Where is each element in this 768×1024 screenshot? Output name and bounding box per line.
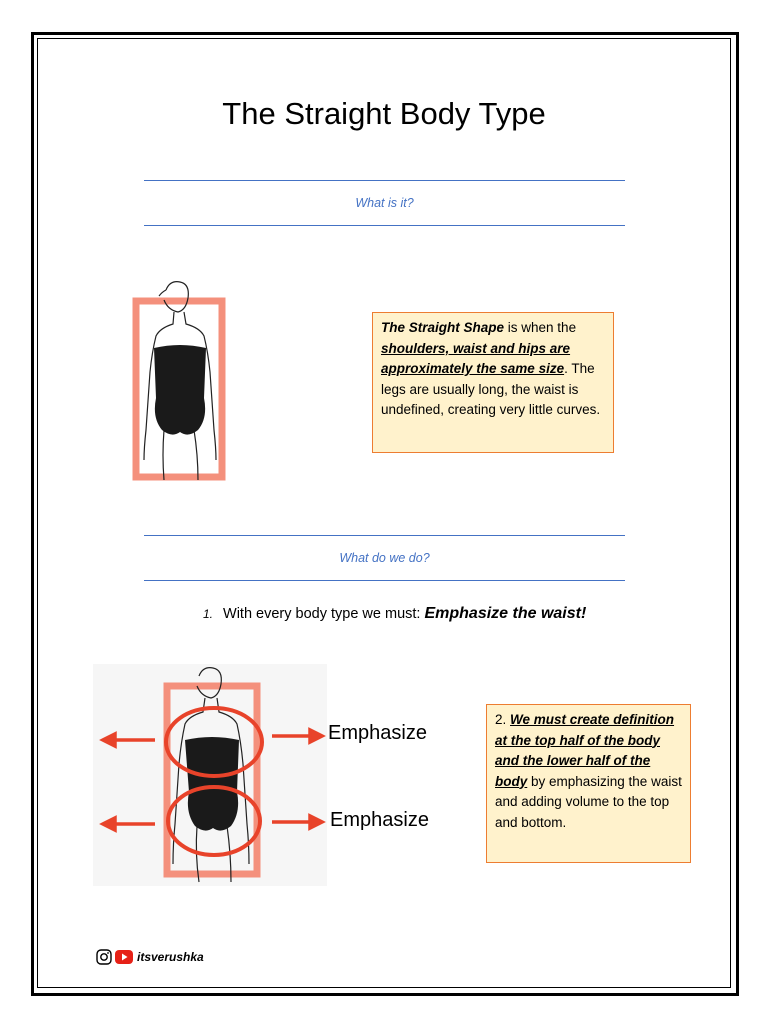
step-1-number: 1.	[203, 607, 214, 621]
emphasize-label-lower: Emphasize	[330, 809, 429, 831]
step-1	[203, 605, 586, 623]
definition-emphasis: shoulders, waist and hips are approximately the same size	[381, 340, 571, 376]
definition-lead: The Straight Shape	[381, 320, 505, 335]
youtube-icon[interactable]	[115, 950, 133, 964]
step-1-text: With every body type we must:	[223, 606, 425, 622]
divider	[144, 180, 625, 181]
step-2-callout	[486, 704, 691, 863]
section-heading-what-do-we-do: What do we do?	[339, 551, 430, 565]
step-2-emphasis: We must create definition at the top half of the body and the lower half of the body	[495, 712, 675, 789]
step-1-emphasis: Emphasize the waist	[424, 605, 581, 622]
social-handle[interactable]: itsverushka	[137, 950, 204, 964]
instagram-icon[interactable]	[96, 949, 112, 965]
definition-text: is when the	[504, 320, 577, 335]
step-2-text: by emphasizing the waist and adding volume to the top and bottom.	[495, 773, 682, 830]
social-footer	[96, 948, 204, 966]
step-1-end: !	[580, 605, 587, 622]
right-arrows	[270, 720, 326, 832]
definition-callout	[372, 312, 614, 453]
emphasize-label-upper: Emphasize	[328, 722, 427, 744]
step-2-number: 2.	[495, 712, 511, 727]
divider	[144, 535, 625, 536]
straight-body-illustration	[128, 280, 232, 490]
divider	[144, 225, 625, 226]
definition-text-continued: . The legs are usually long, the waist is undefined, creating very little curves.	[381, 361, 601, 417]
section-heading-what-is-it: What is it?	[355, 196, 414, 210]
page-title: The Straight Body Type	[222, 96, 546, 131]
divider	[144, 580, 625, 581]
